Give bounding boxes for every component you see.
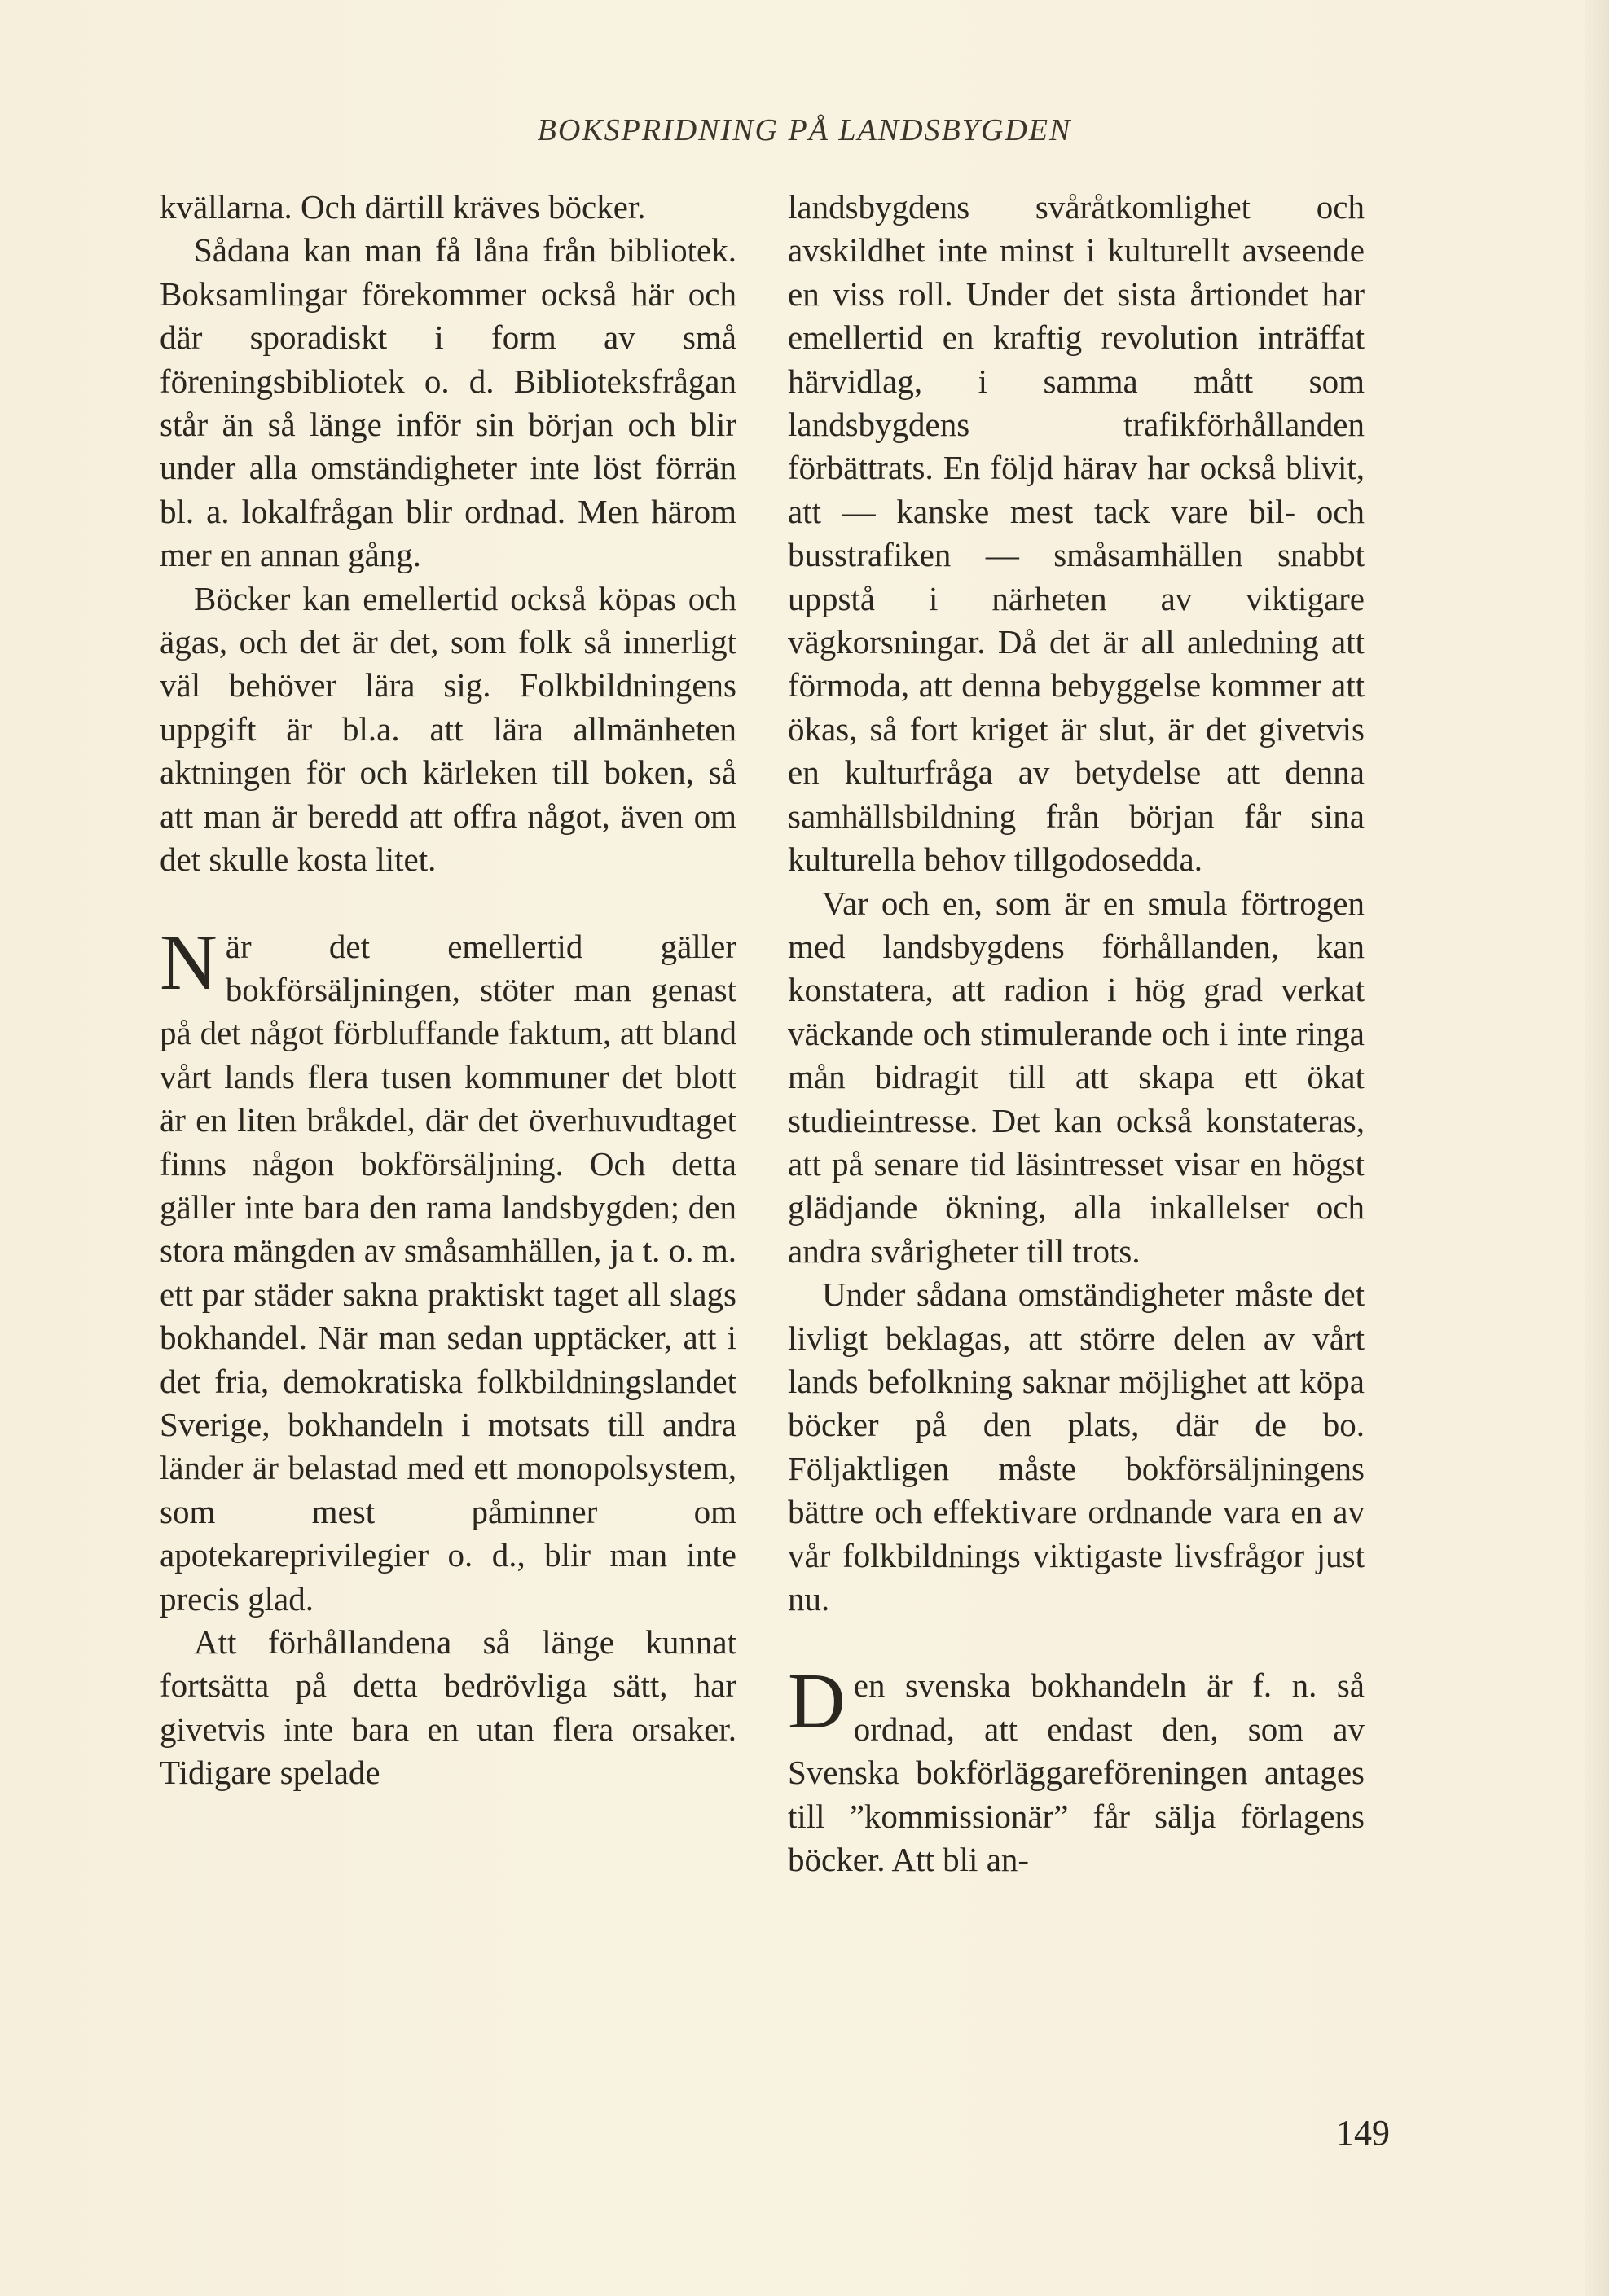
paragraph-with-initial [788,1657,1365,1881]
page-number: 149 [1336,2113,1390,2153]
paragraph-with-initial [160,918,736,1622]
section-gap [788,1621,1365,1664]
paragraph-text: en svenska bokhandeln är f. n. så ordnad, att endast den, som av Svenska bokförläggareföreningen antages till ”kommissionär” får sälja förlagens böcker. Att bli an- [788,1666,1365,1879]
page-edge [1585,0,1609,2296]
left-column [160,186,736,1795]
paragraph: Var och en, som är en smula förtrogen med landsbygdens förhållanden, kan konstatera, att radion i hög grad verkat väckande och stimulerande och i inte ringa mån bidragit till att skapa ett ökat studieintresse. Det kan också konstateras, att på senare tid läsintresset visar en högst glädjande ökning, alla inkallelser och andra svårigheter till trots. [788,884,1365,1270]
section-gap [160,882,736,925]
paragraph: Sådana kan man få låna från bibliotek. Boksamlingar förekommer också här och där sporadiskt i form av små föreningsbibliotek o. d. Biblioteksfrågan står än så länge inför sin början och blir under alla omständigheter inte löst förrän bl. a. lokalfrågan blir ordnad. Men härom mer en annan gång. [160,231,736,574]
right-column [788,186,1365,1881]
paragraph: kvällarna. Och därtill kräves böcker. [160,188,646,226]
drop-cap: N [160,918,218,1007]
paragraph-text: är det emellertid gäller bokförsäljningen, stöter man genast på det något förbluffande faktum, att bland vårt lands flera tusen kommuner det blott är en liten bråkdel, där det överhuvudtaget finns någon bokförsäljning. Och detta gäller inte bara den rama landsbygden; den stora mängden av småsamhällen, ja t. o. m. ett par städer sakna praktiskt taget all slags bokhandel. När man sedan upptäcker, att i det fria, demokratiska folkbildningslandet Sverige, bokhandeln i motsats till andra länder är belastad med ett monopolsystem, som mest påminner om apotekareprivilegier o. d., blir man inte precis glad. [160,927,736,1618]
drop-cap: D [788,1657,846,1746]
paragraph: Böcker kan emellertid också köpas och ägas, och det är det, som folk så innerligt väl behöver lära sig. Folkbildningens uppgift är bl.a. att lära allmänheten aktningen för och kärleken till boken, så att man är beredd att offra något, även om det skulle kosta litet. [160,579,736,879]
running-head: BOKSPRIDNING PÅ LANDSBYGDEN [537,113,1072,147]
paragraph: landsbygdens svåråtkomlighet och avskildhet inte minst i kulturellt avseende en viss roll. Under det sista årtiondet har emellertid en kraftig revolution inträffat härvidlag, i samma mått som landsbygdens trafikförhållanden förbättrats. En följd härav har också blivit, att — kanske mest tack vare bil- och busstrafiken — småsamhällen snabbt uppstå i närheten av viktigare vägkorsningar. Då det är all anledning att förmoda, att denna bebyggelse kommer att ökas, så fort kriget är slut, är det givetvis en kulturfråga av betydelse att denna samhällsbildning från början får sina kulturella behov tillgodosedda. [788,188,1365,879]
paragraph: Under sådana omständigheter måste det livligt beklagas, att större delen av vårt lands befolkning saknar möjlighet att köpa böcker på den plats, där de bo. Följaktligen måste bokförsäljningens bättre och effektivare ordnande vara en av vår folkbildnings viktigaste livsfrågor just nu. [788,1275,1365,1618]
paragraph: Att förhållandena så länge kunnat fortsätta på detta bedrövliga sätt, har givetvis inte bara en utan flera orsaker. Tidigare spelade [160,1623,736,1792]
